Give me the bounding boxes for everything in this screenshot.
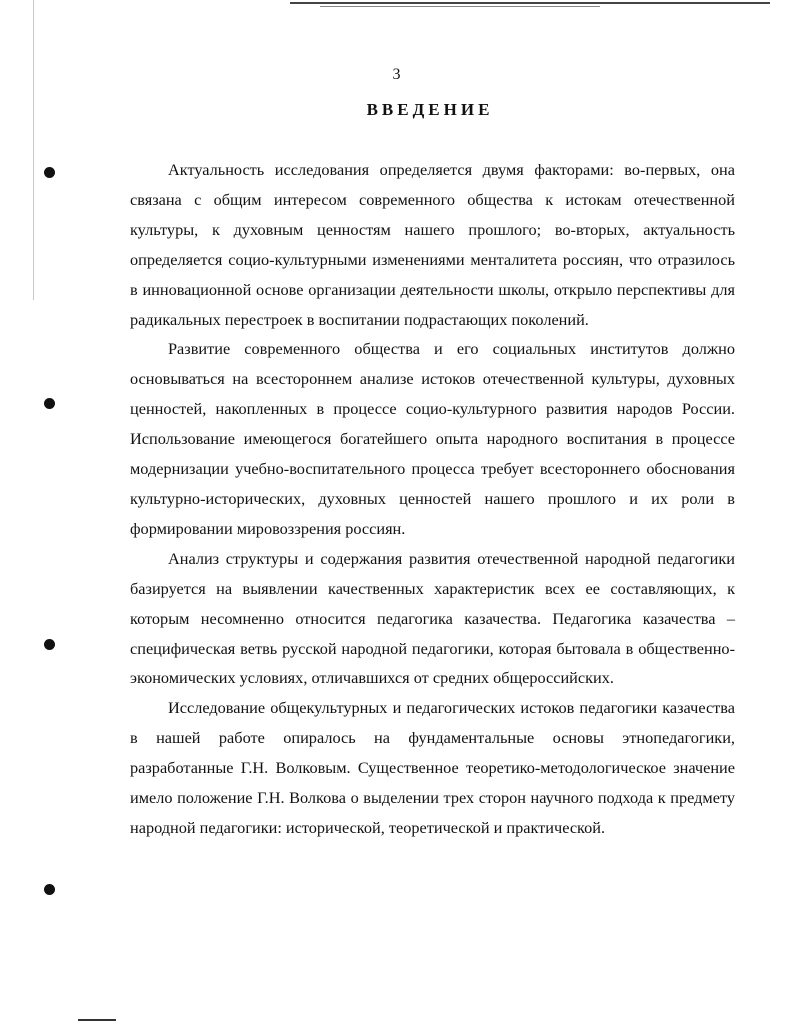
- scan-top-line-thin: [320, 6, 600, 7]
- scan-top-line: [290, 2, 770, 4]
- binder-hole-mark: [44, 884, 55, 895]
- paragraph-3: Анализ структуры и содержания развития отечественной народной педагогики базируется на выявлении качественных характеристик всех ее составляющих, к которым несомненно относится педагогика казачества. Педагогика казачества – специфическая ветвь русской народной педагогики, которая бытовала в общественно-экономических условиях, отличавшихся от средних общероссийских.: [130, 548, 735, 688]
- binder-hole-mark: [44, 639, 55, 650]
- scan-edge-line: [33, 0, 34, 300]
- paragraph-1: Актуальность исследования определяется двумя факторами: во-первых, она связана с общим интересом современного общества к истокам отечественной культуры, к духовным ценностям нашего прошлого; во-вторых, актуальность определяется социо-культурными изменениями менталитета россиян, что отразилось в инновационной основе организации деятельности школы, открыло перспективы для радикальных перестроек в воспитании подрастающих поколений.: [130, 160, 735, 329]
- binder-hole-mark: [44, 167, 55, 178]
- paragraph-4: Исследование общекультурных и педагогических истоков педагогики казачества в нашей работе опиралось на фундаментальные основы этнопедагогики, разработанные Г.Н. Волковым. Существенное теоретико-методологическое значение имело положение Г.Н. Волкова о выделении трех сторон научного подхода к предмету народной педагогики: исторической, теоретической и практической.: [130, 698, 735, 837]
- page-number: 3: [392, 66, 401, 83]
- page-heading: ВВЕДЕНИЕ: [366, 100, 494, 119]
- document-body: [130, 155, 735, 843]
- scan-bottom-line: [78, 1019, 116, 1021]
- binder-hole-mark: [44, 398, 55, 409]
- paragraph-2: Развитие современного общества и его социальных институтов должно основываться на всестороннем анализе истоков отечественной культуры, духовных ценностей, накопленных в процессе социо-культурного развития народов России. Использование имеющегося богатейшего опыта народного воспитания в процессе модернизации учебно-воспитательного процесса требует всестороннего обоснования культурно-исторических, духовных ценностей нашего прошлого и их роли в формировании мировоззрения россиян.: [130, 339, 735, 538]
